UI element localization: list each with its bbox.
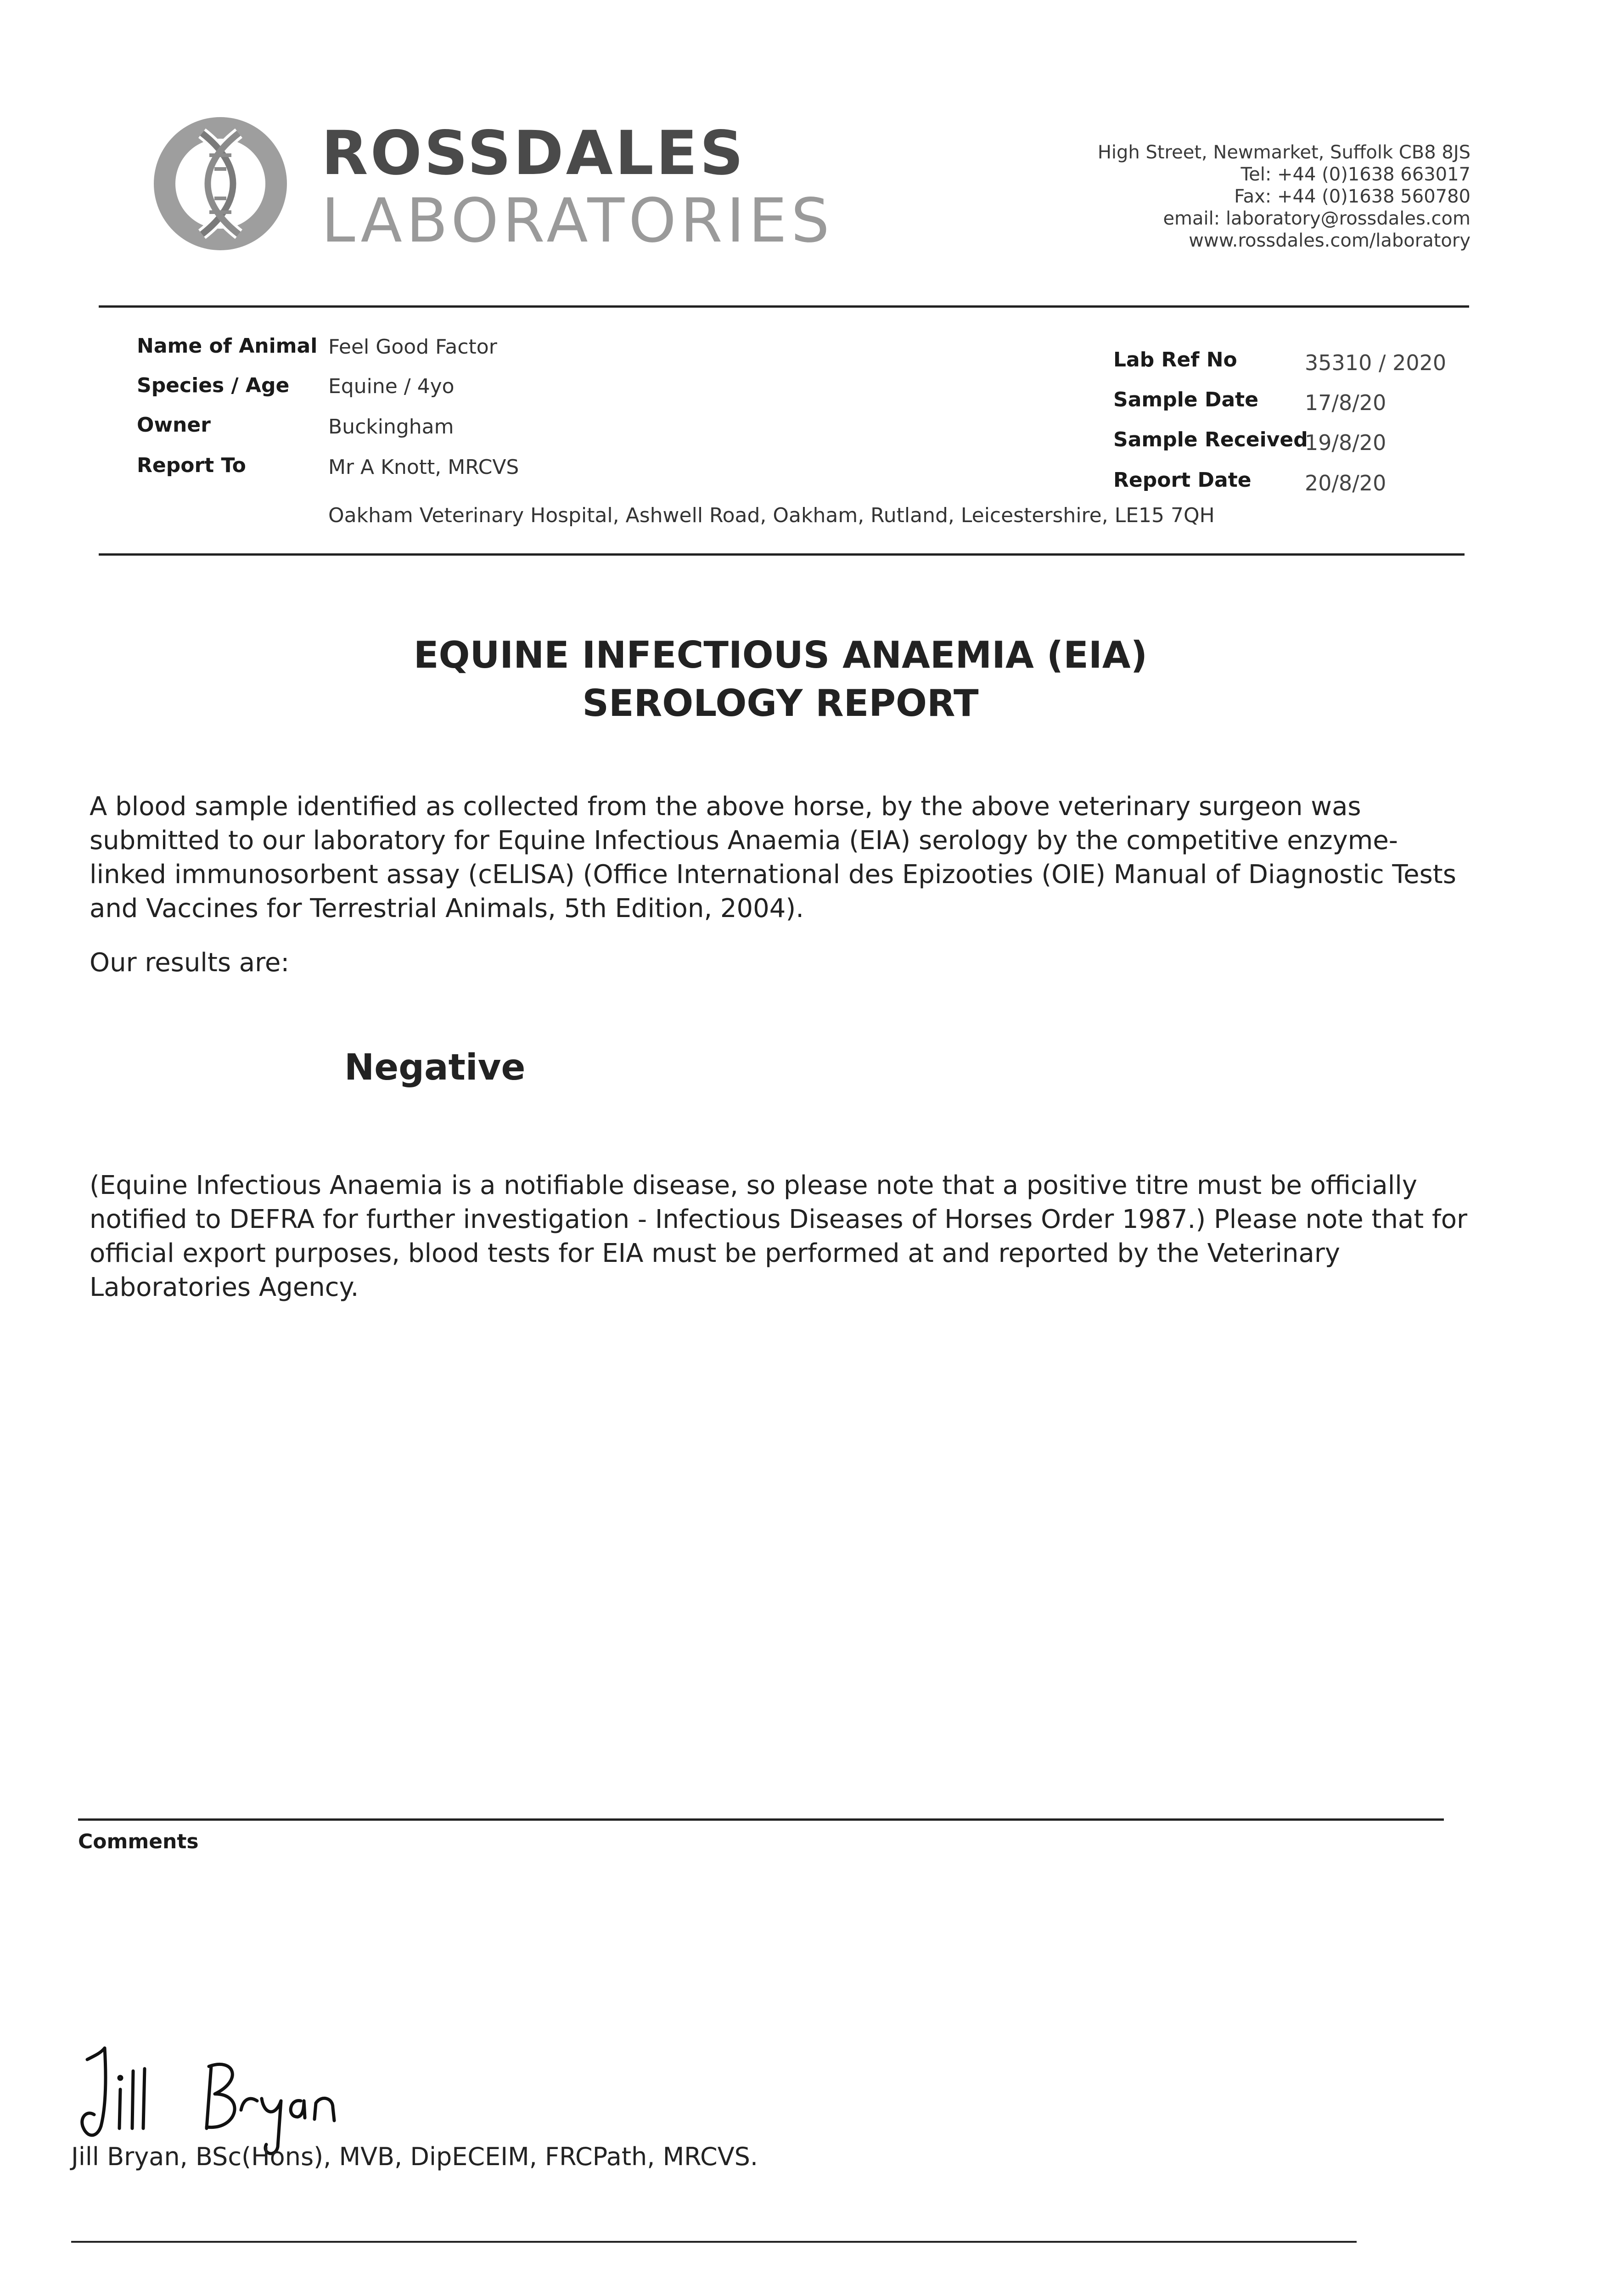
lab-ref-value: 35310 / 2020 [1305,350,1447,375]
comments-label: Comments [78,1830,199,1853]
report-title-line1: EQUINE INFECTIOUS ANAEMIA (EIA) [413,634,1148,676]
sample-received-label: Sample Received [1113,428,1308,451]
rossdales-logo [152,115,289,253]
lab-ref-label: Lab Ref No [1113,348,1237,371]
address-fax: Fax: +44 (0)1638 560780 [1234,186,1470,207]
lab-address-block [1098,141,1470,252]
sample-date-value: 17/8/20 [1305,390,1386,415]
report-to-address: Oakham Veterinary Hospital, Ashwell Road, Oakham, Rutland, Leicestershire, LE15 7QH [328,504,1215,527]
address-website: www.rossdales.com/laboratory [1189,230,1470,251]
brand-name-line1: ROSSDALES [321,118,746,189]
animal-name-label: Name of Animal [137,334,318,358]
report-to-label: Report To [137,454,246,477]
results-intro: Our results are: [90,948,290,978]
species-value: Equine / 4yo [328,375,455,398]
owner-value: Buckingham [328,415,454,439]
owner-label: Owner [137,413,211,437]
intro-paragraph: A blood sample identified as collected from the above horse, by the above veterinary surgeon was submitted to our laboratory for Equine Infectious Anaemia (EIA) serology by the competitive enzyme-linked immunosorbent assay (cELISA) (Office International des Epizooties (OIE) Manual of Diagnostic Tests and Vaccines for Terrestrial Animals, 5th Edition, 2004). [90,792,1456,923]
report-title-line2: SEROLOGY REPORT [582,682,979,725]
address-tel: Tel: +44 (0)1638 663017 [1240,164,1470,185]
report-to-value: Mr A Knott, MRCVS [328,456,519,479]
species-label: Species / Age [137,374,290,397]
footer-divider [71,2241,1357,2243]
notifiable-disease-note: (Equine Infectious Anaemia is a notifiable disease, so please note that a positive titre must be officially notified to DEFRA for further investigation - Infectious Diseases of Horses Order 1987.) Please note that for official export purposes, blood tests for EIA must be performed at and reported by the Veterinary Laboratories Agency. [90,1171,1468,1302]
comments-divider [78,1818,1444,1821]
info-divider [99,553,1465,556]
sample-date-label: Sample Date [1113,388,1259,411]
brand-name-line2: LABORATORIES [321,186,834,256]
address-email: email: laboratory@rossdales.com [1163,208,1470,229]
address-street: High Street, Newmarket, Suffolk CB8 8JS [1097,142,1470,163]
report-date-value: 20/8/20 [1305,471,1386,495]
report-date-label: Report Date [1113,468,1252,492]
sample-received-value: 19/8/20 [1305,430,1386,455]
signer-name: Jill Bryan, BSc(Hons), MVB, DipECEIM, FRCPath, MRCVS. [71,2142,758,2171]
result-value: Negative [344,1047,526,1088]
header-divider [99,305,1469,308]
animal-name-value: Feel Good Factor [328,335,497,359]
